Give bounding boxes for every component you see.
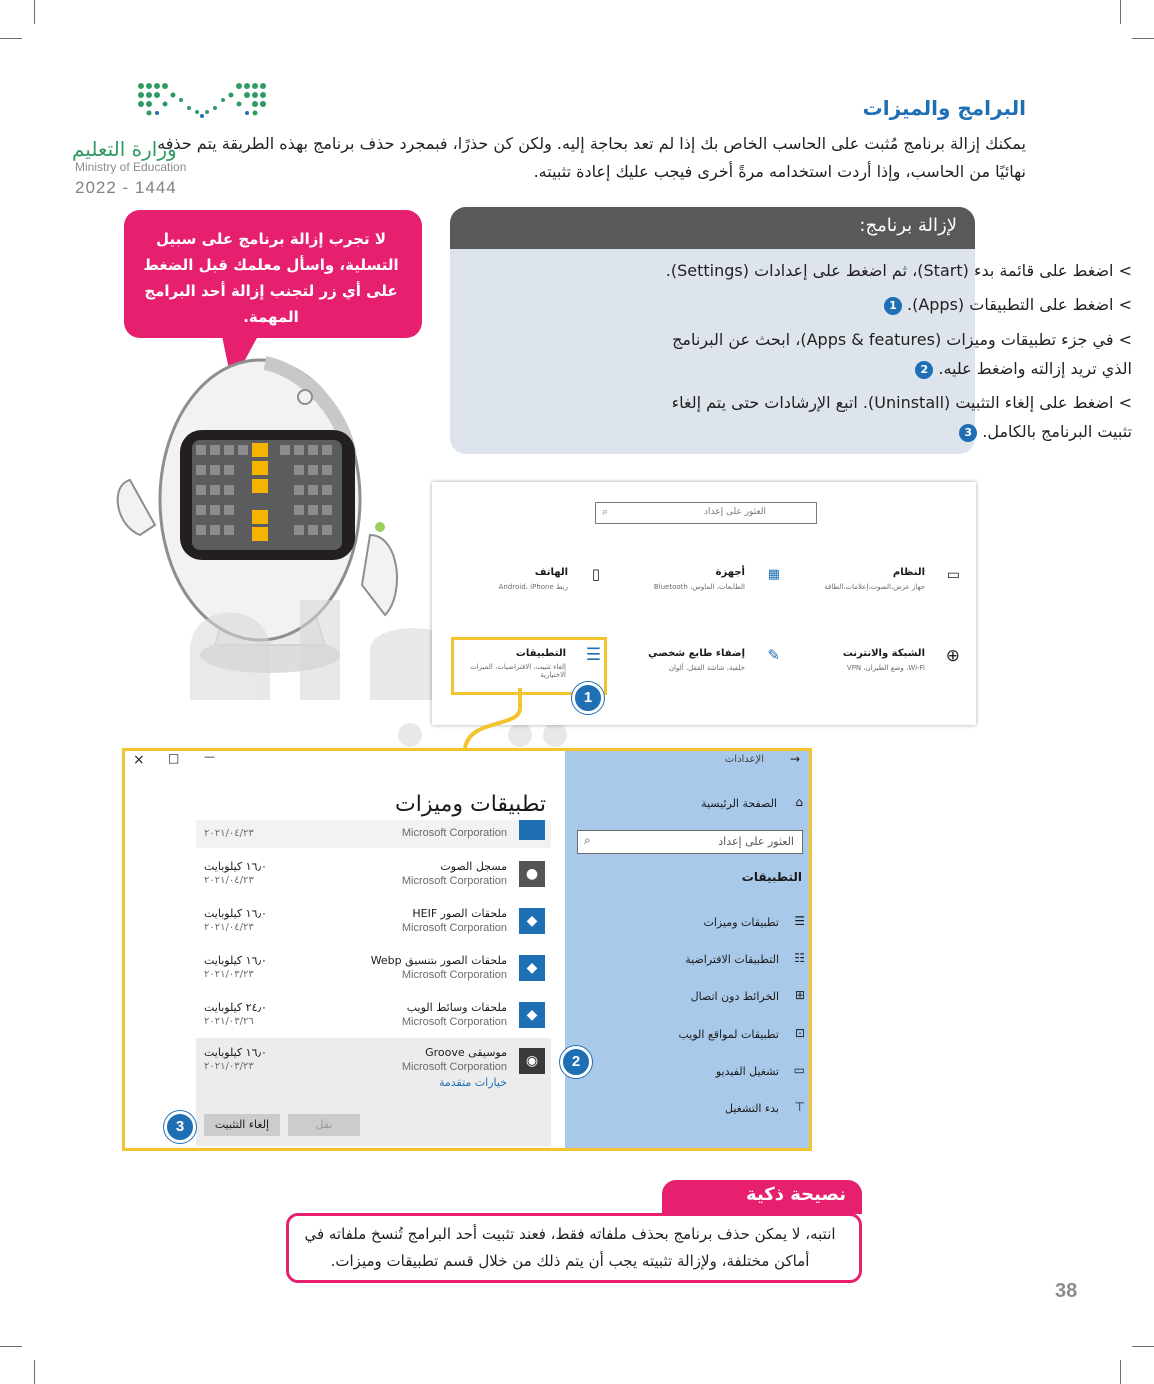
default-apps-icon: ☷: [794, 951, 805, 965]
app-name: ملحقات وسائط الويب: [406, 1001, 507, 1014]
app-publisher: Microsoft Corporation: [401, 827, 507, 839]
maximize-icon[interactable]: □: [168, 751, 180, 765]
move-button[interactable]: نقل: [288, 1114, 360, 1136]
personalize-icon: ✎: [767, 646, 780, 664]
sidebar-home-label: الصفحة الرئيسية: [701, 797, 777, 810]
app-publisher: Microsoft Corporation: [401, 922, 507, 934]
home-icon: ⌂: [795, 795, 803, 809]
step-badge-3: 3: [959, 424, 977, 442]
sidebar-item-offline-maps[interactable]: [600, 988, 805, 1008]
sidebar-home[interactable]: [575, 795, 803, 815]
category-desc: Wi-Fi، وضع الطيران، VPN: [846, 664, 925, 672]
crop-mark: [1132, 1346, 1154, 1347]
video-icon: ▭: [793, 1063, 805, 1077]
category-network[interactable]: [810, 648, 960, 678]
app-size: ١٦٫٠ كيلوبايت: [204, 954, 267, 967]
laptop-icon: ▭: [946, 567, 960, 583]
list-icon: ☰: [794, 914, 805, 928]
apps-features-title: تطبيقات وميزات: [395, 792, 546, 817]
tip-text: انتبه، لا يمكن حذف برنامج بحذف ملفاته فقط، فعند تثبيت أحد البرامج تُنسخ ملفاته في أماكن مختلفة، ولإزالة تثبيته يجب أن يتم ذلك من خلال قسم تطبيقات وميزات.: [304, 1225, 836, 1270]
web-app-icon: ⊡: [794, 1026, 805, 1040]
callout-2: 2: [560, 1046, 592, 1078]
sidebar-item-label: الخرائط دون اتصال: [690, 990, 779, 1003]
extension-icon: ◆: [519, 908, 545, 934]
close-icon[interactable]: ×: [133, 752, 145, 768]
step-4: > اضغط على إلغاء التثبيت (Uninstall). اتبع الإرشادات حتى يتم إلغاء تثبيت البرنامج بالكامل. 3: [671, 393, 1132, 441]
phone-icon: ▯: [591, 565, 600, 583]
app-name: ملحقات الصور HEIF: [412, 907, 507, 920]
microphone-icon: ●: [519, 861, 545, 887]
category-desc: الطابعات، الماوس، Bluetooth: [653, 583, 745, 591]
ministry-name-english: Ministry of Education: [75, 160, 187, 174]
crop-mark: [1120, 0, 1121, 24]
extension-icon: ◆: [519, 955, 545, 981]
step-3: > في جزء تطبيقات وميزات (Apps & features)، ابحث عن البرنامج الذي تريد إزالته واضغط عليه. 2: [672, 330, 1132, 378]
app-icon: [519, 820, 545, 840]
sidebar-group-apps: التطبيقات: [741, 870, 802, 884]
startup-icon: ⊤: [794, 1100, 805, 1114]
crop-mark: [1132, 38, 1154, 39]
category-personalization[interactable]: [640, 648, 780, 678]
step-2-text: اضغط على التطبيقات (Apps).: [907, 295, 1114, 314]
globe-icon: ⊕: [945, 646, 960, 666]
category-title: الهاتف: [534, 567, 568, 578]
category-devices[interactable]: [640, 567, 780, 597]
steps-header: [450, 207, 975, 249]
sidebar-item-apps-websites[interactable]: [600, 1026, 805, 1046]
category-desc: ربط Android، iPhone: [498, 583, 568, 591]
sidebar-item-label: بدء التشغيل: [724, 1102, 779, 1115]
uninstall-button[interactable]: إلغاء التثبيت: [204, 1114, 280, 1136]
app-date: ٢٠٢١/٠٤/٢٣: [204, 828, 254, 839]
extension-icon: ◆: [519, 1002, 545, 1028]
steps-heading: لإزالة برنامج:: [859, 215, 957, 236]
category-title: الشبكة والانترنت: [842, 648, 925, 659]
category-desc: إلغاء تثبيت، الافتراضيات، الميزات الاختيارية: [470, 663, 566, 679]
category-system[interactable]: [810, 567, 960, 597]
back-arrow-icon[interactable]: →: [790, 752, 801, 766]
category-phone[interactable]: [490, 567, 600, 597]
edition-year: 2022 - 1444: [75, 178, 177, 197]
crop-mark: [1120, 1360, 1121, 1384]
category-title: أجهزة: [715, 567, 745, 578]
app-name: موسيقى Groove: [425, 1046, 507, 1059]
sidebar-item-label: تطبيقات وميزات: [703, 916, 779, 929]
tip-title: نصيحة ذكية: [746, 1184, 846, 1205]
category-title: النظام: [892, 567, 925, 578]
step-badge-2: 2: [915, 361, 933, 379]
sidebar-item-label: تطبيقات لمواقع الويب: [678, 1028, 779, 1041]
sidebar-item-default-apps[interactable]: [600, 951, 805, 971]
app-row[interactable]: [196, 949, 551, 991]
advanced-options-link[interactable]: خيارات متقدمة: [438, 1076, 507, 1089]
app-size: ١٦٫٠ كيلوبايت: [204, 907, 267, 920]
crop-mark: [0, 38, 22, 39]
step-3-text: في جزء تطبيقات وميزات (Apps & features)، ابحث عن البرنامج الذي تريد إزالته واضغط عليه.: [672, 330, 1132, 378]
app-date: ٢٠٢١/٠٣/٢٣: [204, 1061, 254, 1072]
app-row[interactable]: [196, 902, 551, 944]
app-row[interactable]: [196, 820, 551, 848]
category-title: إضفاء طابع شخصي: [648, 648, 745, 659]
sidebar-search-input[interactable]: [577, 830, 803, 854]
speech-bubble-text: لا تجرب إزالة برنامج على سبيل التسلية، واسأل معلمك قبل الضغط على أي زر لتجنب إزالة أحد البرامج المهمة.: [143, 230, 399, 326]
category-desc: جهاز عرض،الصوت،إعلامات،الطاقة: [824, 583, 925, 591]
ministry-logo-dots-icon: [135, 78, 270, 120]
callout-1: 1: [572, 682, 604, 714]
devices-icon: ▦: [767, 567, 780, 582]
app-date: ٢٠٢١/٠٣/٢٣: [204, 969, 254, 980]
search-icon: ⌕: [602, 505, 609, 518]
app-row[interactable]: [196, 996, 551, 1038]
app-date: ٢٠٢١/٠٣/٢٦: [204, 1016, 254, 1027]
category-title: التطبيقات: [515, 648, 566, 659]
connector-line: [450, 688, 540, 750]
ministry-name-arabic: وزارة التعليم: [72, 137, 177, 161]
app-size: ٢٤٫٠ كيلوبايت: [204, 1001, 267, 1014]
app-name: ملحقات الصور بتنسيق Webp: [370, 954, 507, 967]
app-row[interactable]: [196, 855, 551, 897]
sidebar-item-label: التطبيقات الافتراضية: [685, 953, 779, 966]
apps-list-icon: ☰: [585, 645, 601, 665]
window-title-settings: الإعدادات: [724, 754, 764, 765]
app-publisher: Microsoft Corporation: [401, 969, 507, 981]
app-publisher: Microsoft Corporation: [401, 1016, 507, 1028]
sidebar-item-startup[interactable]: [600, 1100, 805, 1120]
section-title: البرامج والميزات: [862, 96, 1026, 120]
step-1: > اضغط على قائمة بدء (Start)، ثم اضغط على إعدادات (Settings).: [665, 261, 1132, 280]
settings-search-input[interactable]: [595, 502, 817, 524]
app-publisher: Microsoft Corporation: [401, 875, 507, 887]
sidebar-item-label: تشغيل الفيديو: [715, 1065, 779, 1078]
callout-3: 3: [164, 1111, 196, 1143]
sidebar-search-placeholder: العثور على إعداد: [718, 835, 794, 848]
sidebar-item-apps-features[interactable]: [600, 914, 805, 934]
step-4-text: اضغط على إلغاء التثبيت (Uninstall). اتبع الإرشادات حتى يتم إلغاء تثبيت البرنامج بالكامل.: [671, 393, 1132, 441]
page-number: 38: [1055, 1280, 1078, 1302]
crop-mark: [0, 1346, 22, 1347]
map-icon: ⊞: [794, 988, 805, 1002]
app-date: ٢٠٢١/٠٤/٢٣: [204, 922, 254, 933]
search-icon: ⌕: [584, 833, 591, 847]
app-publisher: Microsoft Corporation: [401, 1061, 507, 1073]
app-date: ٢٠٢١/٠٤/٢٣: [204, 875, 254, 886]
app-size: ١٦٫٠ كيلوبايت: [204, 1046, 267, 1059]
minimize-icon[interactable]: —: [204, 750, 215, 763]
step-badge-1: 1: [884, 297, 902, 315]
crop-mark: [34, 1360, 35, 1384]
step-2: > اضغط على التطبيقات (Apps). 1: [642, 290, 1132, 319]
groove-music-icon: ◉: [519, 1048, 545, 1074]
category-desc: خلفية، شاشة القفل، ألوان: [668, 664, 745, 672]
app-name: مسجل الصوت: [440, 860, 507, 873]
crop-mark: [34, 0, 35, 24]
sidebar-item-video-playback[interactable]: [600, 1063, 805, 1083]
app-row-selected[interactable]: [196, 1038, 551, 1146]
app-size: ١٦٫٠ كيلوبايت: [204, 860, 267, 873]
step-1-text: اضغط على قائمة بدء (Start)، ثم اضغط على إعدادات (Settings).: [665, 261, 1114, 280]
intro-paragraph: يمكنك إزالة برنامج مُثبت على الحاسب الخاص بك إذا لم تعد بحاجة إليه. ولكن كن حذرًا، فبمجرد حذف برنامج بهذه الطريقة يتم حذفه نهائيًا من الحاسب، وإذا أردت استخدامه مرةً أخرى فيجب عليك إعادة تثبيته.: [157, 134, 1026, 181]
settings-search-placeholder: العثور على إعداد: [704, 507, 766, 517]
